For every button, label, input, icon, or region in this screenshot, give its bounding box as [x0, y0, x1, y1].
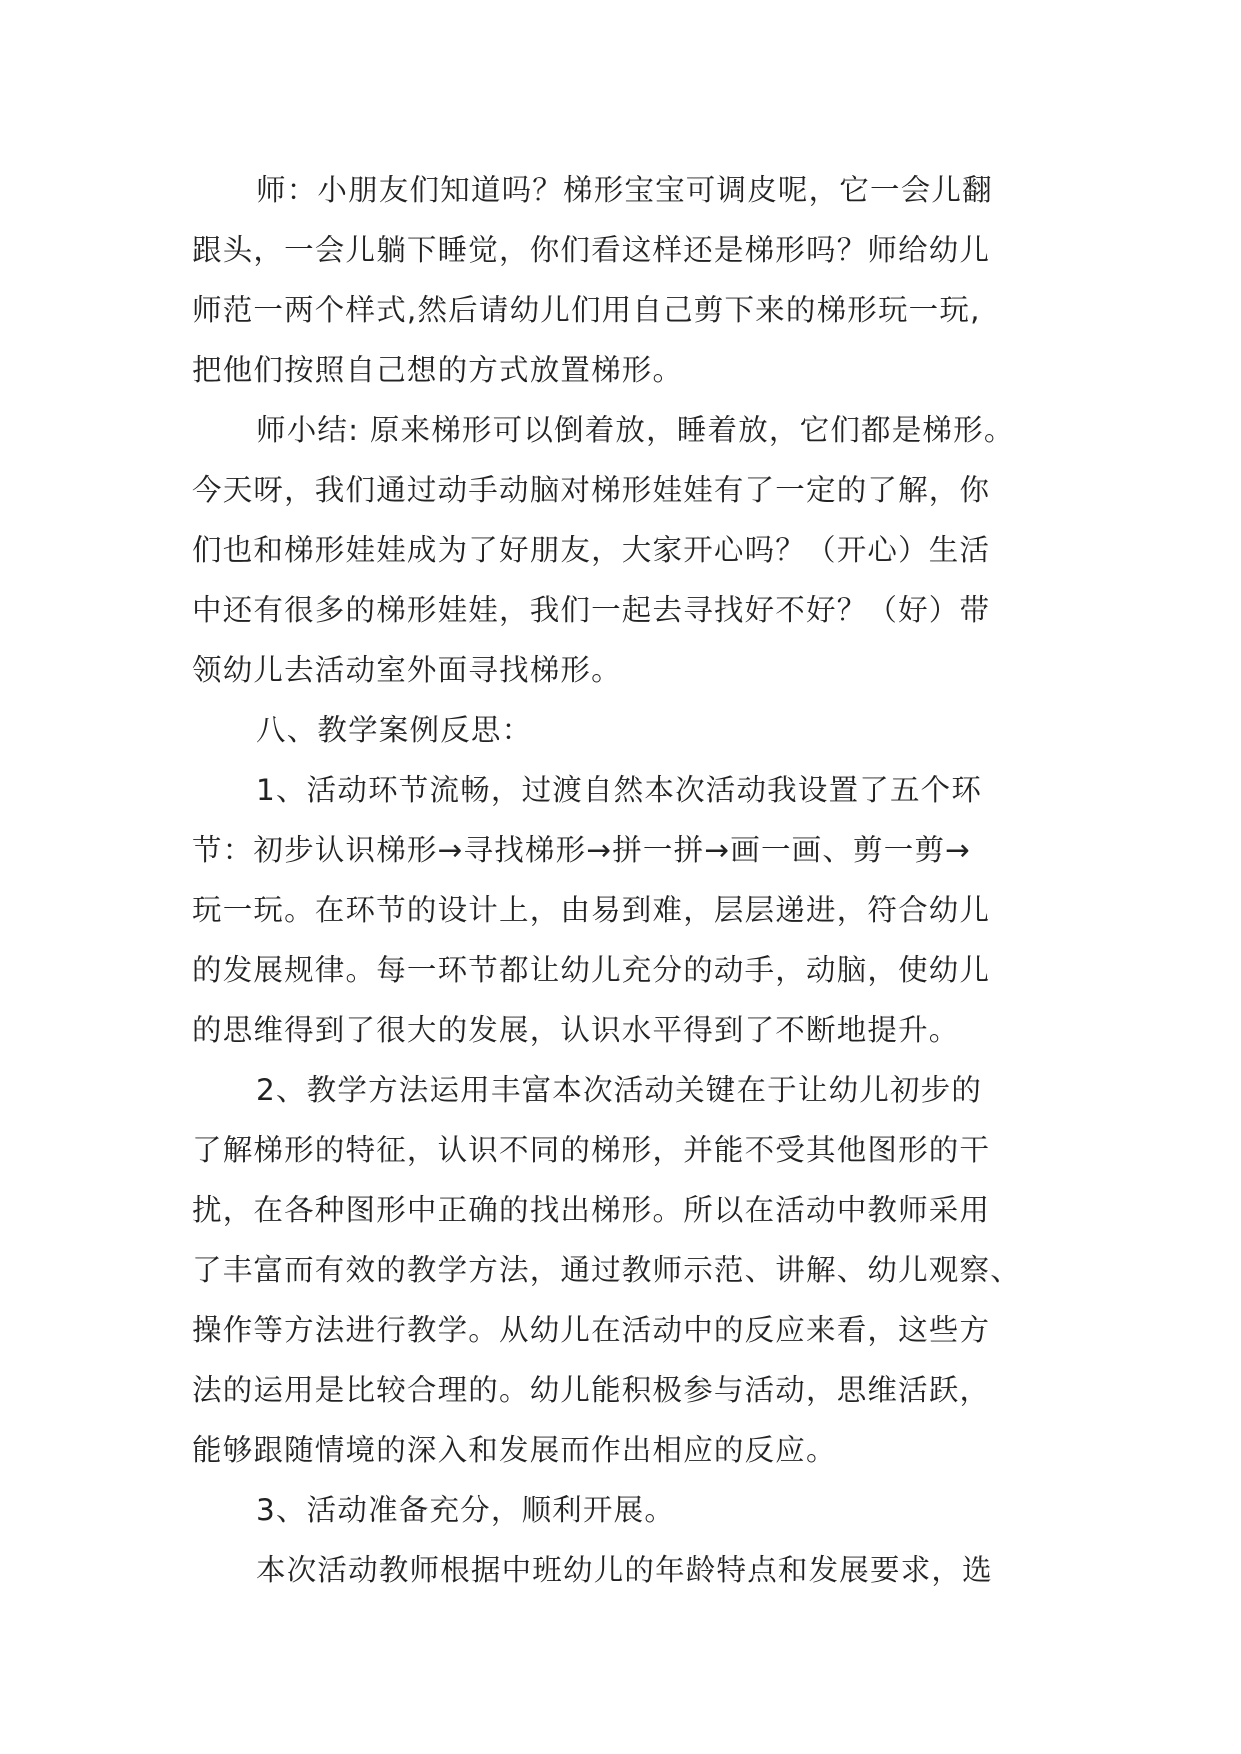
- text-line: 法的运用是比较合理的。幼儿能积极参与活动，思维活跃，: [192, 1373, 991, 1407]
- text-line: 操作等方法进行教学。从幼儿在活动中的反应来看，这些方: [192, 1313, 991, 1347]
- text-line: 们也和梯形娃娃成为了好朋友，大家开心吗？（开心）生活: [192, 533, 991, 567]
- text-line: 的发展规律。每一环节都让幼儿充分的动手，动脑，使幼儿: [192, 953, 991, 987]
- text-line: 玩一玩。在环节的设计上，由易到难，层层递进，符合幼儿: [192, 893, 991, 927]
- text-line: 了丰富而有效的教学方法，通过教师示范、讲解、幼儿观察、: [192, 1253, 1021, 1287]
- text-line: 本次活动教师根据中班幼儿的年龄特点和发展要求，选: [256, 1553, 993, 1587]
- text-line: 1、活动环节流畅，过渡自然本次活动我设置了五个环: [256, 773, 983, 807]
- text-line: 的思维得到了很大的发展，认识水平得到了不断地提升。: [192, 1013, 960, 1047]
- text-line: 师：小朋友们知道吗？梯形宝宝可调皮呢，它一会儿翻: [256, 173, 993, 207]
- text-line: 八、教学案例反思：: [256, 713, 533, 747]
- text-line: 跟头，一会儿躺下睡觉，你们看这样还是梯形吗？师给幼儿: [192, 233, 991, 267]
- text-line: 2、教学方法运用丰富本次活动关键在于让幼儿初步的: [256, 1073, 983, 1107]
- document-body: [192, 160, 1092, 1600]
- text-line: 扰，在各种图形中正确的找出梯形。所以在活动中教师采用: [192, 1193, 991, 1227]
- text-line: 今天呀，我们通过动手动脑对梯形娃娃有了一定的了解，你: [192, 473, 991, 507]
- text-line: 师小结: 原来梯形可以倒着放，睡着放，它们都是梯形。: [256, 413, 1015, 447]
- text-line: 了解梯形的特征，认识不同的梯形，并能不受其他图形的干: [192, 1133, 991, 1167]
- text-line: 师范一两个样式,然后请幼儿们用自己剪下来的梯形玩一玩,: [192, 293, 981, 327]
- text-line: 中还有很多的梯形娃娃，我们一起去寻找好不好？（好）带: [192, 593, 991, 627]
- text-line: 节：初步认识梯形→寻找梯形→拼一拼→画一画、剪一剪→: [192, 833, 972, 867]
- text-line: 把他们按照自己想的方式放置梯形。: [192, 353, 684, 387]
- text-line: 领幼儿去活动室外面寻找梯形。: [192, 653, 622, 687]
- text-line: 3、活动准备充分，顺利开展。: [256, 1493, 676, 1527]
- text-line: 能够跟随情境的深入和发展而作出相应的反应。: [192, 1433, 837, 1467]
